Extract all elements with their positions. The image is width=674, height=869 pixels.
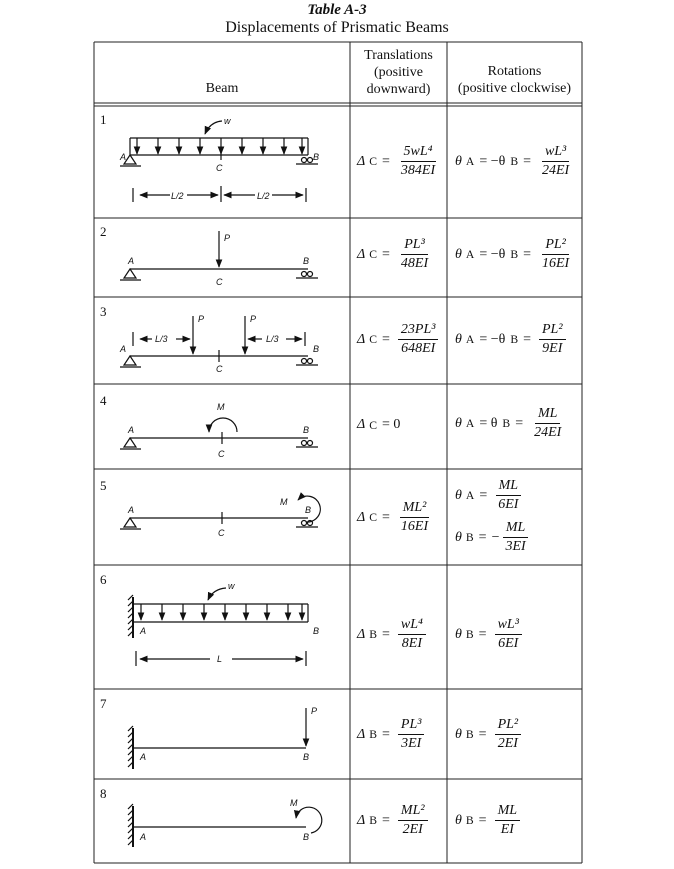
- row-number: 3: [100, 304, 107, 319]
- header-translations-line3: downward): [366, 82, 431, 97]
- row-number: 8: [100, 786, 107, 801]
- translation-formula: Δ B = $\frac{\text{wL⁴}}{8EI}$: [357, 617, 429, 652]
- beam-label: L/2: [257, 191, 270, 201]
- beam-label: B: [313, 152, 320, 162]
- beam-diagram-8: [128, 804, 322, 847]
- row-number: 4: [100, 393, 107, 408]
- beam-label: w: [224, 116, 231, 126]
- beam-label: P: [311, 706, 318, 716]
- beam-label: A: [128, 505, 135, 515]
- rotation-formula: θ A = −θ B = $\frac{\text{PL²}}{9EI}$: [455, 322, 569, 357]
- rotation-formula: θ B = $\frac{\text{PL²}}{2EI}$: [455, 717, 524, 752]
- translation-formula: Δ B = $\frac{\text{PL³}}{3EI}$: [357, 717, 427, 752]
- beam-label: M: [280, 497, 288, 507]
- beam-label: B: [313, 626, 320, 636]
- rotation-formula-b: θ B = − $\frac{ML}{3EI}$: [455, 520, 532, 555]
- translation-formula: Δ B = $\frac{\text{ML²}}{2EI}$: [357, 803, 431, 838]
- beam-label: A: [128, 425, 135, 435]
- rotation-formula: θ B = $\frac{ML}{EI}$: [455, 803, 523, 838]
- translation-formula: Δ C = $\frac{\text{5wL⁴}}{384EI}$: [357, 144, 436, 178]
- beam-diagram-3: [120, 316, 318, 367]
- beam-diagram-7: [128, 708, 306, 769]
- beam-label: B: [303, 425, 310, 435]
- beam-label: M: [290, 798, 298, 808]
- beam-label: L/2: [171, 191, 184, 201]
- translation-formula: Δ C = $\frac{\text{PL³}}{48EI}$: [357, 237, 429, 271]
- beam-diagram-2: [120, 231, 318, 280]
- beam-label: B: [305, 505, 312, 515]
- beam-label: P: [250, 314, 257, 324]
- row-number: 2: [100, 224, 107, 239]
- beam-label: w: [228, 581, 235, 591]
- rotation-formula: θ A = −θ B = $\frac{\text{PL²}}{16EI}$: [455, 237, 570, 271]
- beam-label: A: [120, 152, 127, 162]
- rotation-formula: θ B = $\frac{\text{wL³}}{6EI}$: [455, 617, 525, 652]
- beam-label: B: [303, 256, 310, 266]
- table-title: Displacements of Prismatic Beams: [225, 19, 449, 36]
- translation-formula: Δ C = 0: [357, 417, 401, 432]
- header-beam: Beam: [205, 81, 239, 96]
- beam-label: L/3: [155, 334, 168, 344]
- translation-formula: Δ C = $\frac{\text{23PL³}}{648EI}$: [357, 322, 441, 357]
- beam-label: L/3: [266, 334, 279, 344]
- header-rotations-line2: (positive clockwise): [457, 81, 572, 96]
- beam-label: C: [218, 449, 225, 459]
- header-rotations-line1: Rotations: [487, 64, 542, 79]
- translation-formula: Δ C = $\frac{\text{ML²}}{16EI}$: [357, 500, 429, 534]
- beam-label: B: [303, 832, 310, 842]
- table-number: Table A-3: [307, 2, 367, 18]
- beam-diagram-4: [120, 418, 318, 449]
- rotation-formula: θ A = θ B = $\frac{ML}{24EI}$: [455, 406, 562, 440]
- row-number: 7: [100, 696, 107, 711]
- rotation-formula: θ A = −θ B = $\frac{\text{wL³}}{24EI}$: [455, 144, 570, 178]
- beam-label: A: [120, 344, 127, 354]
- beam-label: B: [303, 752, 310, 762]
- beam-label: A: [140, 626, 147, 636]
- beam-label: A: [140, 752, 147, 762]
- header-translations-line2: (positive: [374, 65, 423, 80]
- beam-diagram-5: [120, 496, 320, 529]
- beam-label: C: [216, 277, 223, 287]
- beam-label: C: [218, 528, 225, 538]
- beam-label: C: [216, 364, 223, 374]
- beam-label: C: [216, 163, 223, 173]
- beam-label: B: [313, 344, 320, 354]
- header-translations-line1: Translations: [364, 48, 433, 63]
- beam-label: L: [217, 654, 223, 664]
- row-number: 1: [100, 112, 107, 127]
- beam-label: M: [217, 402, 225, 412]
- beam-label: P: [224, 233, 231, 243]
- row-number: 5: [100, 478, 107, 493]
- beam-diagram-1: [120, 121, 318, 202]
- beam-label: P: [198, 314, 205, 324]
- beam-label: A: [128, 256, 135, 266]
- beam-label: A: [140, 832, 147, 842]
- row-number: 6: [100, 572, 107, 587]
- rotation-formula-a: θ A = $\frac{ML}{6EI}$: [455, 478, 524, 513]
